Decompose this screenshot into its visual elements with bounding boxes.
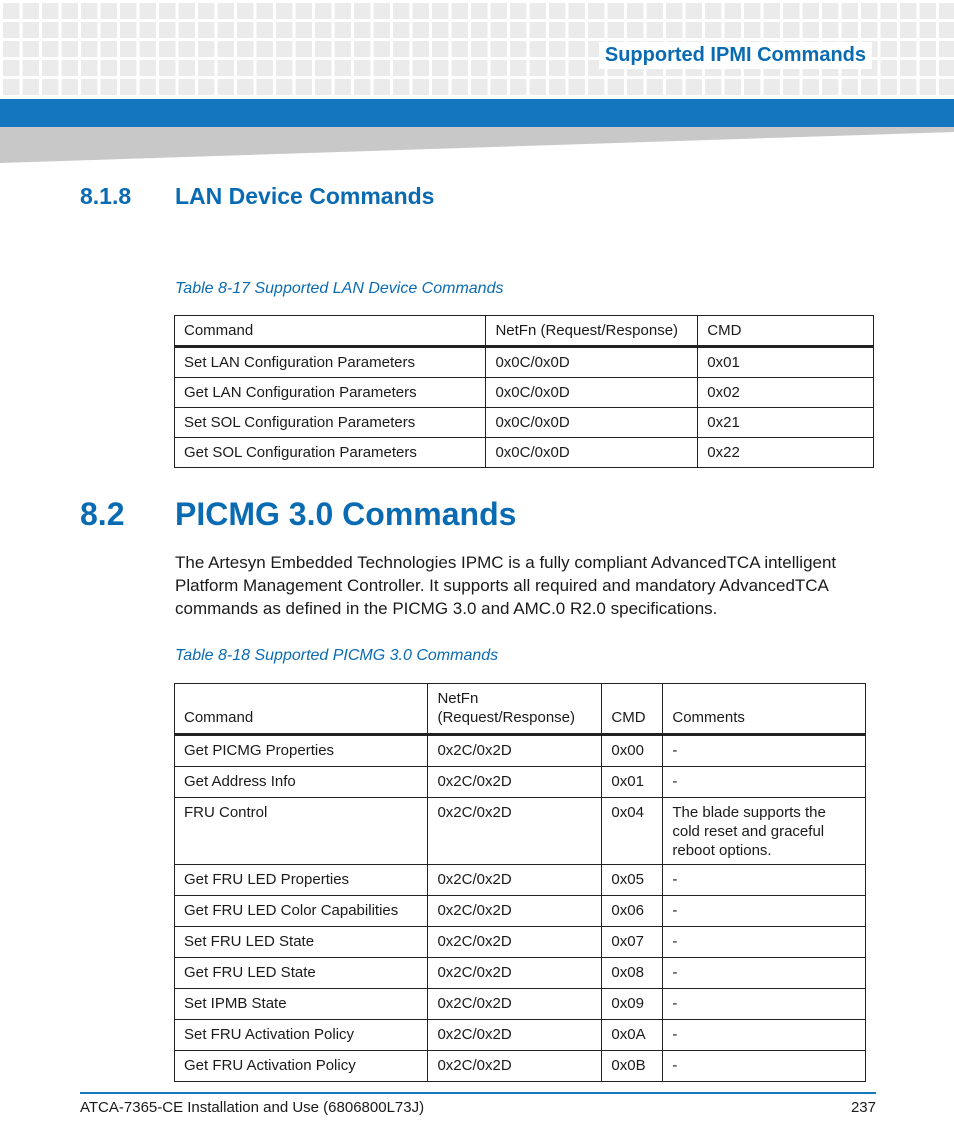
section-title: PICMG 3.0 Commands	[175, 496, 517, 532]
table-cell: 0x2C/0x2D	[428, 958, 602, 989]
table-cell: 0x08	[602, 958, 663, 989]
table-cell: 0x0A	[602, 1020, 663, 1051]
table-row	[175, 927, 866, 958]
table-cell: 0x04	[602, 798, 663, 865]
table-cell: -	[663, 767, 866, 798]
table-cell: -	[663, 1051, 866, 1082]
table-cell: -	[663, 927, 866, 958]
section-number: 8.2	[80, 496, 125, 532]
table-cell: 0x2C/0x2D	[428, 989, 602, 1020]
table-cell: 0x22	[698, 438, 874, 468]
table-cell: 0x0C/0x0D	[486, 408, 698, 438]
header-cell: NetFn (Request/Response)	[428, 684, 602, 735]
header-cell: Command	[175, 316, 486, 347]
header-cell: CMD	[698, 316, 874, 347]
table-cell: 0x01	[602, 767, 663, 798]
table-cell: 0x2C/0x2D	[428, 735, 602, 767]
table-cell: -	[663, 896, 866, 927]
table-cell: Set SOL Configuration Parameters	[175, 408, 486, 438]
table-cell: Set LAN Configuration Parameters	[175, 347, 486, 378]
table-row	[175, 989, 866, 1020]
table-cell: 0x05	[602, 865, 663, 896]
section-title: LAN Device Commands	[175, 183, 435, 209]
table-cell: Get FRU LED Color Capabilities	[175, 896, 428, 927]
table-cell: -	[663, 865, 866, 896]
lan-commands-table	[174, 315, 874, 468]
table-cell: 0x2C/0x2D	[428, 1020, 602, 1051]
table-cell: FRU Control	[175, 798, 428, 865]
table-cell: -	[663, 1020, 866, 1051]
table-row	[175, 378, 874, 408]
section-heading-8-2	[80, 496, 516, 533]
table-cell: 0x01	[698, 347, 874, 378]
table-row	[175, 798, 866, 865]
table-cell: Set FRU Activation Policy	[175, 1020, 428, 1051]
table-cell: Set IPMB State	[175, 989, 428, 1020]
table-row	[175, 735, 866, 767]
section-number: 8.1.8	[80, 183, 132, 209]
table-cell: Get FRU LED State	[175, 958, 428, 989]
table-row	[175, 767, 866, 798]
table-cell: Get Address Info	[175, 767, 428, 798]
table-header-row	[175, 316, 874, 347]
table-cell: Get FRU Activation Policy	[175, 1051, 428, 1082]
table-cell: 0x09	[602, 989, 663, 1020]
table-cell: 0x02	[698, 378, 874, 408]
table-row	[175, 438, 874, 468]
table-cell: Set FRU LED State	[175, 927, 428, 958]
header-cell: Command	[175, 684, 428, 735]
table-cell: 0x21	[698, 408, 874, 438]
picmg-commands-table	[174, 683, 866, 1082]
table-row	[175, 896, 866, 927]
table-row	[175, 958, 866, 989]
table-cell: The blade supports the cold reset and graceful reboot options.	[663, 798, 866, 865]
table-cell: 0x00	[602, 735, 663, 767]
table-cell: 0x06	[602, 896, 663, 927]
table-cell: 0x0B	[602, 1051, 663, 1082]
header-cell: Comments	[663, 684, 866, 735]
header-cell: NetFn (Request/Response)	[486, 316, 698, 347]
table-row	[175, 408, 874, 438]
footer-rule	[80, 1092, 876, 1094]
table-cell: Get FRU LED Properties	[175, 865, 428, 896]
header-gray-swoosh	[0, 127, 954, 163]
table2-caption: Table 8-18 Supported PICMG 3.0 Commands	[175, 647, 499, 664]
table-cell: 0x0C/0x0D	[486, 347, 698, 378]
table-cell: Get SOL Configuration Parameters	[175, 438, 486, 468]
section-heading-8-1-8	[80, 183, 434, 210]
page-number: 237	[850, 1099, 876, 1116]
table1-caption: Table 8-17 Supported LAN Device Commands	[175, 280, 504, 297]
table-cell: Get PICMG Properties	[175, 735, 428, 767]
table-cell: 0x2C/0x2D	[428, 767, 602, 798]
table-cell: 0x2C/0x2D	[428, 927, 602, 958]
table-cell: 0x2C/0x2D	[428, 798, 602, 865]
table-cell: Get LAN Configuration Parameters	[175, 378, 486, 408]
table-row	[175, 1020, 866, 1051]
table-row	[175, 1051, 866, 1082]
header-blue-bar	[0, 99, 954, 127]
table-cell: 0x0C/0x0D	[486, 378, 698, 408]
running-header-title: Supported IPMI Commands	[599, 42, 872, 69]
footer-document-title: ATCA-7365-CE Installation and Use (6806800L73J)	[80, 1099, 425, 1116]
table-cell: -	[663, 958, 866, 989]
table-cell: -	[663, 735, 866, 767]
table-cell: 0x2C/0x2D	[428, 865, 602, 896]
table-cell: 0x0C/0x0D	[486, 438, 698, 468]
table-cell: -	[663, 989, 866, 1020]
header-cell: CMD	[602, 684, 663, 735]
table-cell: 0x2C/0x2D	[428, 896, 602, 927]
table-cell: 0x2C/0x2D	[428, 1051, 602, 1082]
table-header-row	[175, 684, 866, 735]
body-paragraph: The Artesyn Embedded Technologies IPMC is a fully compliant AdvancedTCA intelligent Platform Management Controller. It supports all required and mandatory AdvancedTCA commands as defined in the PICMG 3.0 and AMC.0 R2.0 specifications.	[175, 553, 837, 618]
table-row	[175, 347, 874, 378]
table-row	[175, 865, 866, 896]
table-cell: 0x07	[602, 927, 663, 958]
